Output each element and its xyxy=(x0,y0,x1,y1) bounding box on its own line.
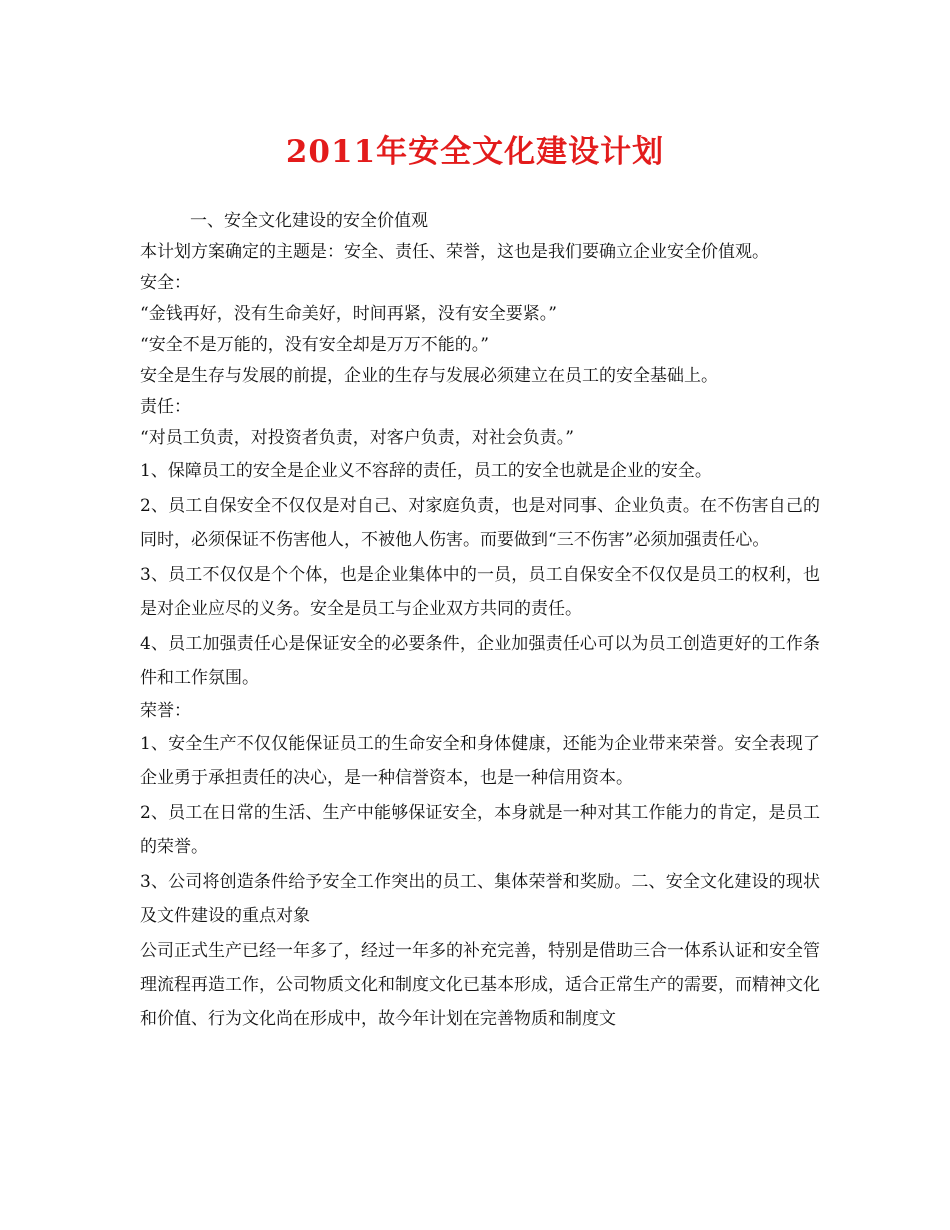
honor-label: 荣誉： xyxy=(140,700,191,721)
document-title: 2011年安全文化建设计划 xyxy=(285,134,665,170)
document-body xyxy=(140,206,820,1036)
responsibility-item: 3、员工不仅仅是个个体，也是企业集体中的一员，员工自保安全不仅仅是员工的权利，也是对企业应尽的义务。安全是员工与企业双方共同的责任。 xyxy=(140,564,820,619)
safety-quote: “安全不是万能的，没有安全却是万万不能的。” xyxy=(140,335,489,355)
section1-heading: 一、安全文化建设的安全价值观 xyxy=(190,211,428,231)
responsibility-item: 1、保障员工的安全是企业义不容辞的责任，员工的安全也就是企业的安全。 xyxy=(140,461,712,481)
safety-quote: “金钱再好，没有生命美好，时间再紧，没有安全要紧。” xyxy=(140,304,557,324)
honor-item: 2、员工在日常的生活、生产中能够保证安全，本身就是一种对其工作能力的肯定，是员工的荣誉。 xyxy=(140,802,820,857)
responsibility-label: 责任： xyxy=(140,397,191,417)
honor-item: 1、安全生产不仅仅能保证员工的生命安全和身体健康，还能为企业带来荣誉。安全表现了企业勇于承担责任的决心，是一种信誉资本，也是一种信用资本。 xyxy=(140,733,820,788)
status-paragraph: 公司正式生产已经一年多了，经过一年多的补充完善，特别是借助三合一体系认证和安全管理流程再造工作，公司物质文化和制度文化已基本形成，适合正常生产的需要，而精神文化和价值、行为文化尚在形成中，故今年计划在完善物质和制度文 xyxy=(140,940,820,1029)
honor-item: 3、公司将创造条件给予安全工作突出的员工、集体荣誉和奖励。二、安全文化建设的现状及文件建设的重点对象 xyxy=(140,871,820,926)
intro-text: 本计划方案确定的主题是：安全、责任、荣誉，这也是我们要确立企业安全价值观。 xyxy=(140,242,769,262)
responsibility-item: 4、员工加强责任心是保证安全的必要条件，企业加强责任心可以为员工创造更好的工作条件和工作氛围。 xyxy=(140,633,820,688)
safety-label: 安全： xyxy=(140,273,191,293)
responsibility-item: 2、员工自保安全不仅仅是对自己、对家庭负责，也是对同事、企业负责。在不伤害自己的同时，必须保证不伤害他人，不被他人伤害。而要做到“三不伤害”必须加强责任心。 xyxy=(140,495,820,550)
safety-statement: 安全是生存与发展的前提，企业的生存与发展必须建立在员工的安全基础上。 xyxy=(140,366,718,386)
responsibility-quote: “对员工负责，对投资者负责，对客户负责，对社会负责。” xyxy=(140,428,574,448)
